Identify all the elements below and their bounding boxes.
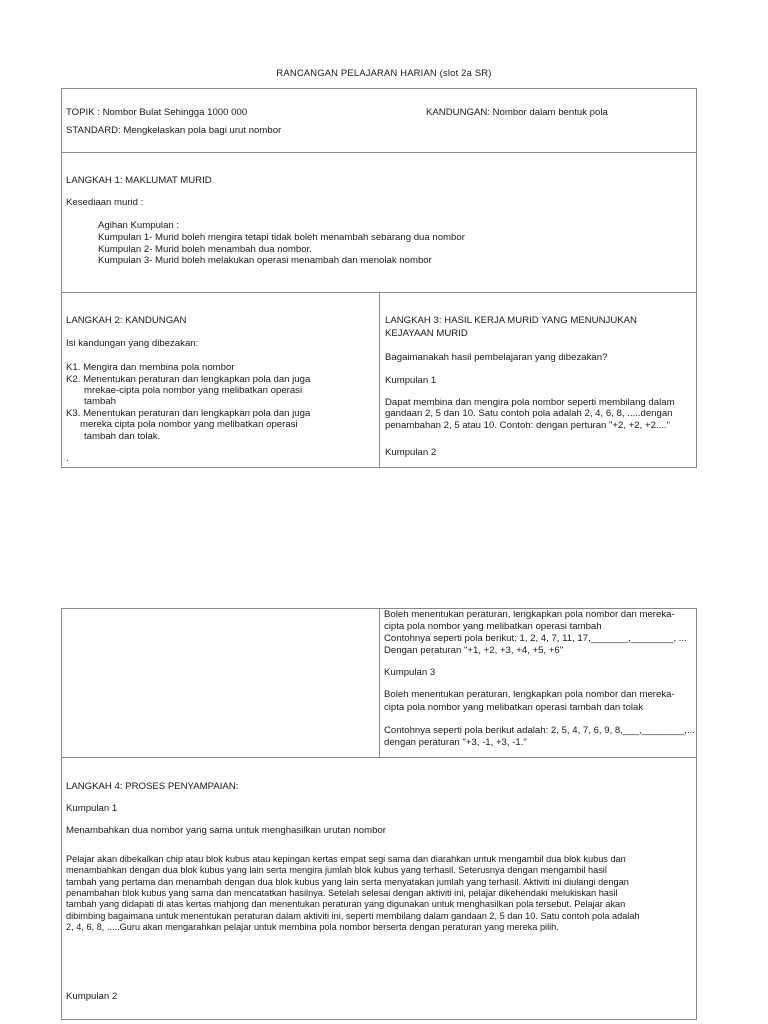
kandungan-label: KANDUNGAN: Nombor dalam bentuk pola [426,107,608,118]
langkah3-k2-line2: cipta pola nombor yang melibatkan operasi tambah [384,621,602,632]
langkah2-k2-line1: K2. Menentukan peraturan dan lengkapkan pola dan juga [66,374,311,385]
langkah3-heading-line2: KEJAYAAN MURID [385,328,468,339]
langkah3-k2-label: Kumpulan 2 [385,447,437,458]
langkah3-k3-line1: Boleh menentukan peraturan, lengkapkan pola nombor dan mereka- [384,689,675,700]
langkah4-k2-label: Kumpulan 2 [66,991,118,1002]
langkah2-k2-line3: tambah [84,396,116,407]
langkah4-k1-paragraph-line: menambahkan dengan dua blok kubus yang lain serta mengira jumlah blok kubus yang terhasil. Seterusnya dengan mengambil hasil [66,865,607,875]
langkah4-k1-subtitle: Menambahkan dua nombor yang sama untuk menghasilkan urutan nombor [66,825,386,836]
langkah4-k1-paragraph-line: penambahan blok kubus yang sama dan mencatatkan hasilnya. Setelah selesai dengan aktiviti ini, pelajar dikehendaki melukiskan hasil [66,888,618,898]
row-divider [62,152,696,153]
langkah4-k1-paragraph-line: Pelajar akan dibekalkan chip atau blok kubus atau kepingan kertas empat segi sama dan diarahkan untuk mengambil dua blok kubus dan [66,854,626,864]
langkah4-k1-paragraph-line: 2, 4, 6, 8, .....Guru akan mengarahkan pelajar untuk membina pola nombor berserta dengan peraturan yang mereka pilih. [66,922,559,932]
langkah3-k1-label: Kumpulan 1 [385,375,437,386]
standard-label: STANDARD: Mengkelaskan pola bagi urut nombor [66,125,282,136]
langkah3-k3-line2: cipta pola nombor yang melibatkan operasi tambah dan tolak [384,702,644,713]
lesson-plan-table-page1 [61,88,697,468]
langkah3-k1-line1: Dapat membina dan mengira pola nombor seperti membilang dalam [385,397,675,408]
langkah2-end-mark: . [66,453,69,464]
langkah4-k1-label: Kumpulan 1 [66,803,118,814]
langkah3-k2-line4: Dengan peraturan "+1, +2, +3, +4, +5, +6" [384,645,564,656]
langkah2-k1: K1. Mengira dan membina pola nombor [66,362,235,373]
kesediaan-murid: Kesediaan murid : [66,197,144,208]
langkah1-heading: LANGKAH 1: MAKLUMAT MURID [66,175,212,186]
langkah3-heading-line1: LANGKAH 3: HASIL KERJA MURID YANG MENUNJUKAN [385,315,637,326]
group-item: Kumpulan 3- Murid boleh melakukan operasi menambah dan menolak nombor [98,255,432,266]
langkah2-k2-line2: mrekae-cipta pola nombor yang melibatkan operasi [84,385,303,396]
group-item: Kumpulan 1- Murid boleh mengira tetapi tidak boleh menambah sebarang dua nombor [98,232,465,243]
column-divider [379,292,380,467]
langkah3-k3-line3: Contohnya seperti pola berikut adalah: 2, 5, 4, 7, 6, 9, 8,___,________,... [384,725,695,736]
group-item: Kumpulan 2- Murid boleh menambah dua nombor. [98,244,312,255]
langkah3-k1-line2: gandaan 2, 5 dan 10. Satu contoh pola adalah 2, 4, 6, 8, .....dengan [385,408,673,419]
langkah3-k3-label: Kumpulan 3 [384,667,436,678]
row-divider [62,757,696,758]
langkah2-k3-line3: tambah dan tolak. [84,431,161,442]
document-title: RANCANGAN PELAJARAN HARIAN (slot 2a SR) [276,67,492,78]
langkah4-k1-paragraph-line: tambah yang didapati di atas kertas mahjong dan menentukan peraturan yang digunakan untuk menghasilkan pola tersebut. Pelajar akan [66,899,626,909]
column-divider [379,609,380,757]
langkah2-heading: LANGKAH 2: KANDUNGAN [66,315,187,326]
langkah4-heading: LANGKAH 4: PROSES PENYAMPAIAN: [66,781,239,792]
langkah4-k1-paragraph-line: dibimbing bagaimana untuk menentukan peraturan dalam aktiviti ini, seperti membilang dalam gandaan 2, 5 dan 10. Satu contoh pola adalah [66,911,640,921]
langkah2-k3-line2: mereka cipta pola nombor yang melibatkan operasi [80,419,298,430]
lesson-plan-table-page2 [61,608,697,1020]
langkah3-k2-line3: Contohnya seperti pola berikut: 1, 2, 4, 7, 11, 17,_______,________, ... [384,633,687,644]
langkah2-k3-line1: K3. Menentukan peraturan dan lengkapkan pola dan juga [66,408,311,419]
topik-label: TOPIK : Nombor Bulat Sehingga 1000 000 [66,107,248,118]
langkah3-k3-line4: dengan peraturan "+3, -1, +3, -1." [384,737,527,748]
langkah4-k1-paragraph-line: tambah yang pertama dan menambah dengan dua blok kubus yang lain serta menyatakan jumlah yang terhasil. Aktiviti ini diulangi dengan [66,877,629,887]
agihan-kumpulan: Agihan Kumpulan : [98,220,180,231]
langkah2-intro: Isi kandungan yang dibezakan: [66,338,199,349]
langkah3-question: Bagaimanakah hasil pembelajaran yang dibezakan? [385,352,608,363]
langkah3-k1-line3: penambahan 2, 5 atau 10. Contoh: dengan perturan "+2, +2, +2...." [385,420,670,431]
langkah3-k2-line1: Boleh menentukan peraturan, lengkapkan pola nombor dan mereka- [384,609,675,620]
